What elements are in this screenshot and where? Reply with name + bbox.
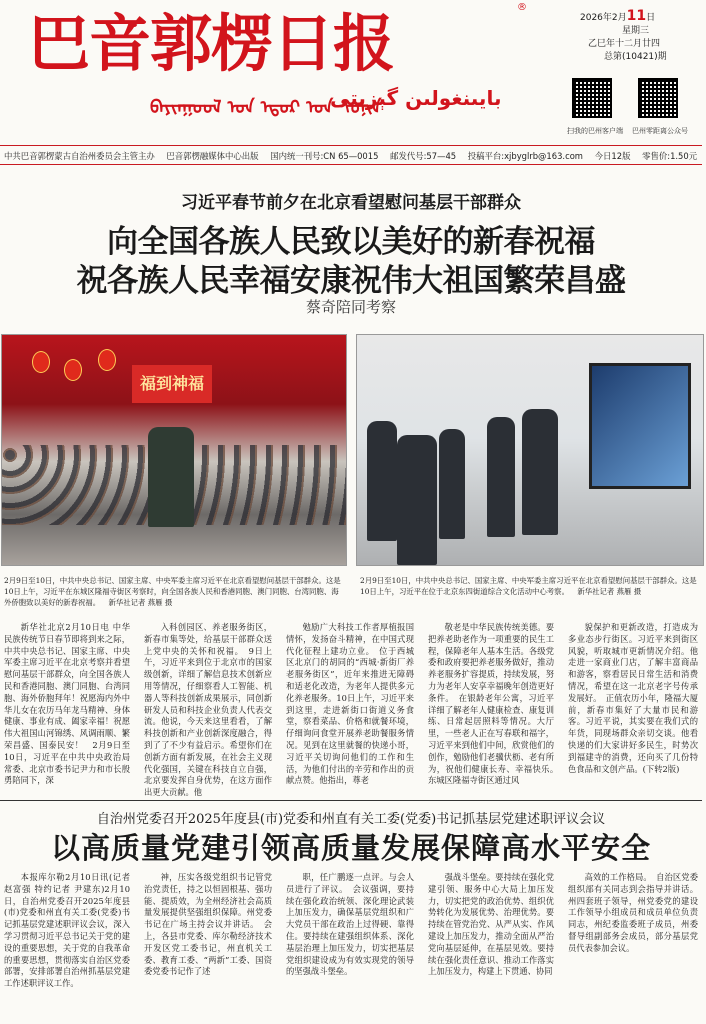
issue-number: 总第(10421)期: [604, 52, 667, 62]
second-column-1: 本报库尔勒2月10日讯(记者 赵富强 特约记者 尹建东)2月10日，自治州党委召开2025年度县(市)党委和州直有关工委(党委)书记抓基层党建述职评议会议，深入学习贯彻习近平总书记关于党的建设的重要思想，关于党的自我革命的重要思想，贯彻落实自治区党委部署，安排部署自治州抓基层党建工作述职评议工作。: [4, 872, 130, 989]
photo-banner: 福到神福: [132, 365, 212, 403]
uyghur-title: بايىنغولىن گېزىتى: [330, 86, 502, 110]
caption-right: 2月9日至10日，中共中央总书记、国家主席、中央军委主席习近平在北京看望慰问基层干部群众。这是10日上午，习近平在位于北京东四街道综合文化活动中心考察。 新华社记者 燕雁 摄: [360, 576, 697, 596]
figure-center: [148, 427, 194, 527]
lead-column-1: 新华社北京2月10日电 中华民族传统节日春节即将到来之际，中共中央总书记、国家主席、中央军委主席习近平在北京考察并看望慰问基层干部群众，向全国各族人民和香港同胞、澳门同胞、台湾同胞、海外侨胞拜年！祝愿海内外中华儿女在农历马年龙马精神、身体健康、事业有成、阖家幸福！祝愿伟大祖国山河锦绣、风调雨顺、繁荣昌盛、国泰民安！ 2月9日至10日，习近平在中共中央政治局常委、北京市委书记尹力和市长殷勇陪同下，深: [4, 622, 130, 786]
lead-photo-left[interactable]: [1, 334, 347, 566]
lead-headline-1[interactable]: 向全国各族人民致以美好的新春祝福: [107, 224, 595, 260]
lantern-icon: [32, 351, 50, 373]
lunar-date: 乙巳年十二月廿四: [588, 39, 661, 49]
info-price: 零售价:1.50元: [642, 151, 698, 161]
caption-right-credit: 新华社记者 燕雁 摄: [577, 587, 642, 596]
info-sponsor: 中共巴音郭楞蒙古自治州委员会主管主办: [4, 151, 155, 161]
qr-code-right[interactable]: [638, 78, 678, 118]
second-column-5: 高效的工作格局。 自治区党委组织部有关同志到会指导并讲话。州四套班子领导，州党委党的建设工作领导小组成员和成员单位负责同志，州纪委监委班子成员，州委督导组副部务会成员，部分基层党员代表参加会议。: [568, 872, 698, 953]
date-panel: [580, 10, 700, 64]
caption-left: 2月9日至10日，中共中央总书记、国家主席、中央军委主席习近平在北京看望慰问基层干部群众。这是10日上午，习近平在东城区隆福寺街区考察时，向全国各族人民和香港同胞、澳门同胞、台湾同胞、海外侨胞致以美好的新春祝福。 新华社记者 燕雁 摄: [4, 576, 341, 607]
newspaper-title: 巴音郭楞日报: [28, 7, 395, 80]
lead-column-3: 勉励广大科技工作者厚植报国情怀，发扬奋斗精神，在中国式现代化征程上建功立业。 位于西城区北京门的胡同的“西城·新街厂养老服务街区”，近年来推进无障碍和适老化改造，为老年人提供多元化养老服务。10日上午，习近平来到这里，走进新街口街道义务食堂，察看菜品、价格和就餐环境，仔细询问食堂开展养老助餐服务情况。见到在这里就餐的快递小哥，习近平关切询问他们的工作和生活，为他们付出的辛劳和作出的贡献点赞。他指出，尊老: [286, 622, 414, 786]
info-issn: 国内统一刊号:CN 65—0015: [270, 151, 379, 161]
lead-subhead: 蔡奇陪同考察: [305, 298, 396, 316]
weekday: 星期三: [622, 26, 650, 36]
second-column-4: 强战斗堡垒。要持续在强化党建引领、服务中心大局上加压发力，切实把党的政治优势、组织优势转化为发展优势、治理优势。要持续在管党治党、从严从实、作风建设上加压发力，推动全面从严治党向基层延伸，在基层见效。要持续在强化责任意识、推动工作落实上加压发力，构建上下贯通、协同: [428, 872, 554, 977]
figure-1: [367, 421, 397, 541]
registered-mark: ®: [517, 2, 527, 13]
figure-5: [522, 409, 558, 535]
info-postal-code: 邮发代号:57—45: [390, 151, 457, 161]
caption-left-credit: 新华社记者 燕雁 摄: [108, 598, 173, 607]
lead-headline-2[interactable]: 祝各族人民幸福安康祝伟大祖国繁荣昌盛: [76, 263, 626, 299]
lead-column-2: 入科创园区、养老服务街区，新春市集等处，给基层干部群众送上党中央的关怀和祝福。 9日上午，习近平来到位于北京市的国家级创新，详细了解信息技术创新应用等情况，仔细察看人工智能、机器人等科技创新成果展示，同创新研发人员和科技企业负责人代表交流。他说，今天来这里看看，了解科技创新和产业创新深度融合，得到了了不少有益启示。希望你们在创新方面有新发展，在社会主义现代化强国，关键在科技自立自强，北京要发挥自身优势，在这方面作出更大贡献。他: [144, 622, 272, 798]
publication-info-bar: [0, 145, 702, 165]
second-column-2: 神，压实各级党组织书记管党治党责任，持之以恒固根基、强功能、提质效，为全州经济社会高质量发展提供坚强组织保障。州党委书记在广场主持会议并讲话。 会上，各县市党委、库尔勒经济技术开发区党工委书记，州直机关工委、教育工委、“两新”工委、国资委党委书记作了述: [144, 872, 272, 977]
figure-3: [439, 429, 465, 539]
qr-code-left[interactable]: [572, 78, 612, 118]
lead-photo-right[interactable]: [356, 334, 704, 566]
display-screen: [589, 363, 691, 489]
second-headline[interactable]: 以高质量党建引领高质量发展保障高水平安全: [50, 831, 651, 865]
lead-kicker: 习近平春节前夕在北京看望慰问基层干部群众: [181, 193, 521, 213]
date-day: 11: [626, 8, 647, 24]
second-kicker: 自治州党委召开2025年度县(市)党委和州直有关工委(党委)书记抓基层党建述职评议会议: [96, 812, 606, 827]
lantern-icon: [64, 359, 82, 381]
lead-column-4: 敬老是中华民族传统美德。要把养老助老作为一项重要的民生工程，保障老年人基本生活。各级党委和政府要把养老服务做好，推动养老服务扩容提质，持续发展，努力为老年人安享幸福晚年创造更好条件。 在银龄老年公寓，习近平详细了解老年人健康检查、康复训练、日常起居照料等情况。大厅里，一些老人正在写春联和福字，习近平来到他们中间，欣赏他们的创作，勉励他们老骥伏枥、老有所为，祝他们健康长寿、幸福快乐。 东城区隆福寺街区通过风: [428, 622, 563, 786]
qr-left-caption: 扫我的巴州客户端: [567, 127, 623, 135]
info-submission-email: 投稿平台:xjbyglrb@163.com: [467, 151, 583, 161]
info-pages: 今日12版: [594, 151, 631, 161]
second-column-3: 职，任广鹏逐一点评。与会人员进行了评议。 会议强调，要持续在强化政治统领、深化理论武装上加压发力，确保基层党组织和广大党员干部在政治上过得硬、靠得住。要持续在建强组织体系、深化基层治理上加压发力，切实把基层党组织建设成为有效实现党的领导的坚强战斗堡垒。: [286, 872, 414, 977]
lantern-icon: [98, 349, 116, 371]
lead-column-5: 貌保护和更新改造，打造成为多业态步行街区。习近平来到街区风貌，听取城市更新情况介绍。他走进一家商业门店，了解丰富商品和游客，察看居民日常生活和消费情况，希望在这一北京老字号传承发展好。 正值农历小年，隆福大厦前，新春市集好了大量市民和游客。习近平说，其实要在我们式的年货，同现场群众亲切交谈。他看快递的们大家讲好多民生，时势次到福建寺的消费，还向买了几份特色食品和文创产品。(下转2版): [568, 622, 698, 774]
figure-4: [487, 417, 515, 537]
date-line: 2026年2月11日: [580, 8, 656, 24]
info-publisher: 巴音郭楞融媒体中心出版: [166, 151, 259, 161]
mongolian-title: ᠪᠠᠶᠢᠨᠭᠣᠤᠯ ᠤᠨ ᠡᠳᠦᠷ ᠤᠨ ᠰᠣᠨᠢᠨ: [150, 97, 382, 118]
section-divider: [0, 800, 702, 801]
figure-2: [397, 435, 437, 565]
qr-right-caption: 巴州零距离公众号: [632, 127, 688, 135]
